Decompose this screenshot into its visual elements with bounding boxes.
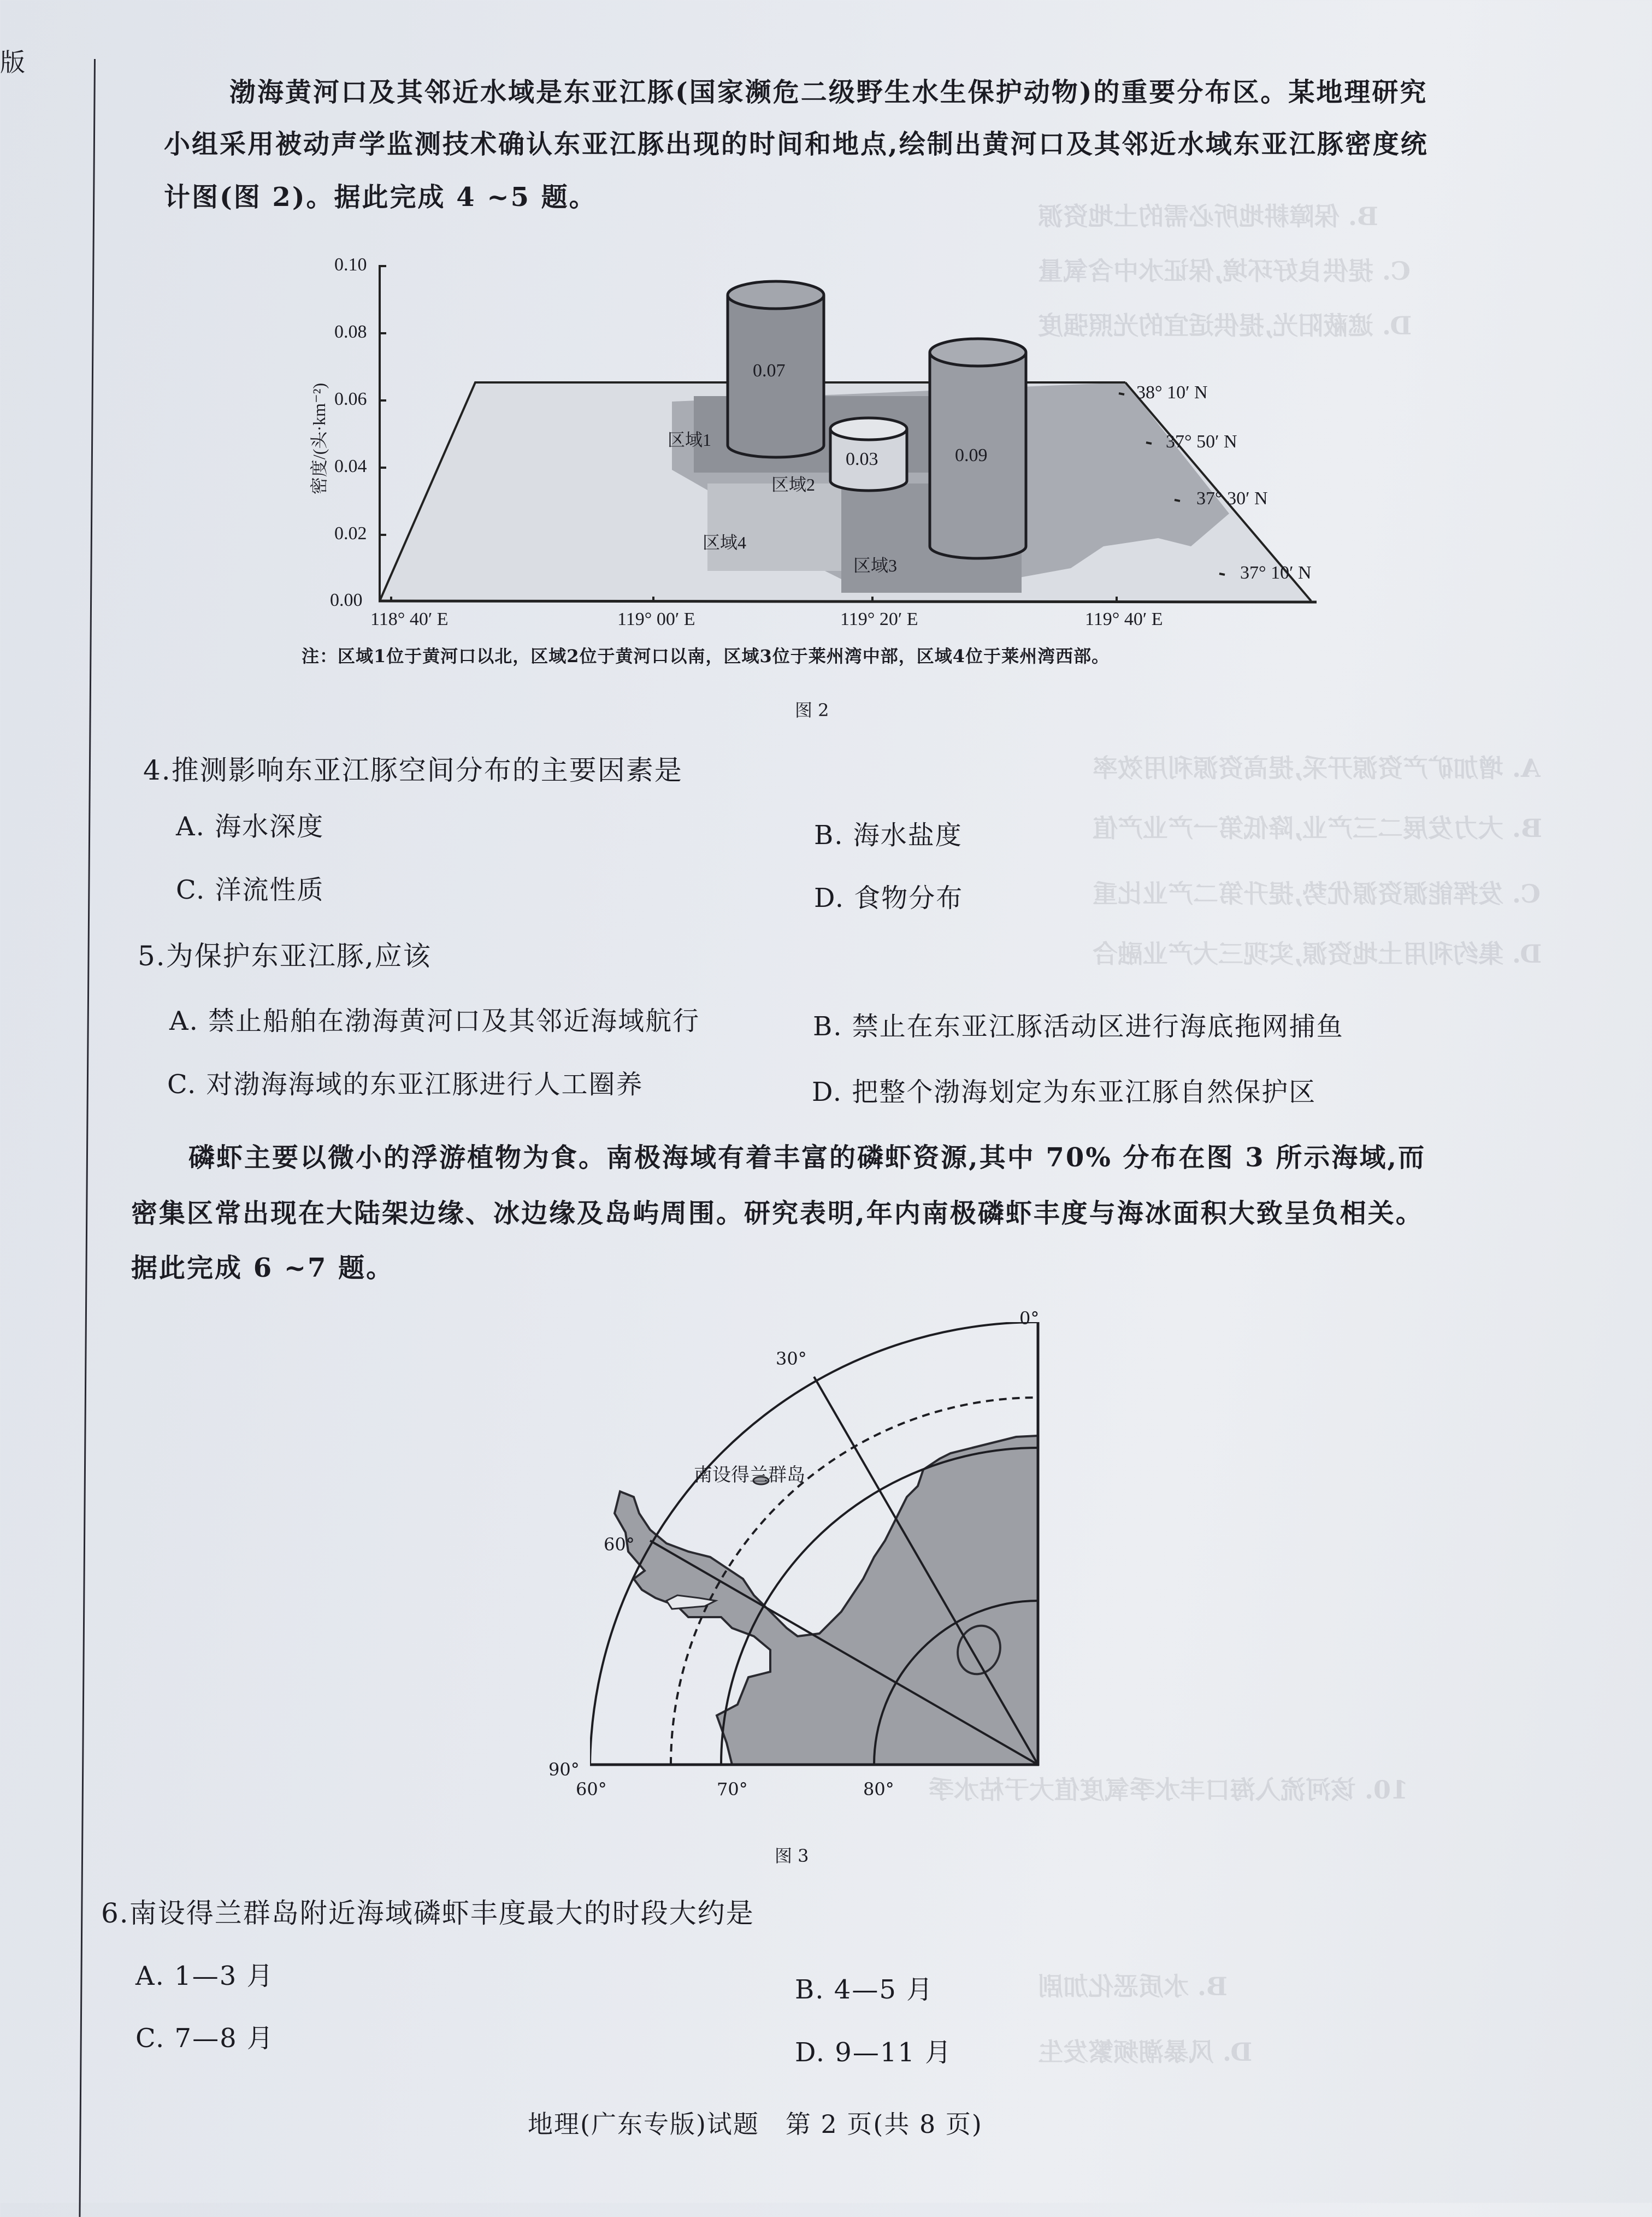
south-shetland-label: 南设得兰群岛 (694, 1464, 805, 1486)
region-label-3: 区域3 (853, 556, 898, 575)
passage-1-line-3: 计图(图 2)。据此完成 4 ~5 题。 (164, 182, 597, 213)
question-5-option-c[interactable]: C. 对渤海海域的东亚江豚进行人工圈养 (167, 1069, 644, 1100)
x-tick: 119° 40′ E (1085, 609, 1163, 629)
question-6-stem: 6.南设得兰群岛附近海域磷虾丰度最大的时段大约是 (101, 1897, 754, 1929)
figure-2-chart (0, 0, 1652, 738)
question-4-option-b[interactable]: B. 海水盐度 (814, 820, 963, 851)
question-5-option-b[interactable]: B. 禁止在东亚江豚活动区进行海底拖网捕鱼 (813, 1011, 1344, 1042)
y-tick: 0.08 (334, 322, 367, 342)
lon-label-30: 30° (776, 1348, 807, 1369)
value-label-region-2: 0.03 (846, 449, 878, 469)
y-tick: 0.10 (334, 255, 367, 275)
value-label-region-1: 0.07 (753, 361, 786, 381)
lat-tick: 37° 50′ N (1166, 432, 1237, 452)
question-5-option-a[interactable]: A. 禁止船舶在渤海黄河口及其邻近海域航行 (169, 1006, 700, 1036)
lat-tick: 37° 10′ N (1240, 563, 1312, 583)
lat-label-80: 80° (863, 1779, 894, 1800)
region-label-4: 区域4 (703, 533, 747, 552)
lat-label-60: 60° (576, 1779, 607, 1800)
question-6-option-b[interactable]: B. 4—5 月 (795, 1974, 934, 2005)
question-4-option-d[interactable]: D. 食物分布 (814, 883, 964, 913)
figure-2-caption: 图 2 (795, 700, 829, 721)
y-tick: 0.04 (334, 456, 367, 476)
value-label-region-3: 0.09 (955, 445, 988, 465)
lon-label-60: 60° (604, 1534, 635, 1555)
density-chart-svg (0, 0, 1652, 738)
y-tick: 0.00 (330, 590, 363, 610)
antarctic-map-svg (590, 1322, 1071, 1825)
question-6-option-c[interactable]: C. 7—8 月 (135, 2023, 274, 2054)
question-6-option-a[interactable]: A. 1—3 月 (135, 1961, 274, 1991)
lat-tick: 37° 30′ N (1196, 488, 1268, 509)
passage-2-line-2: 密集区常出现在大陆架边缘、冰边缘及岛屿周围。研究表明,年内南极磷虾丰度与海冰面积大致呈负相关。 (131, 1198, 1424, 1229)
passage-1-line-1: 渤海黄河口及其邻近水域是东亚江豚(国家濒危二级野生水生保护动物)的重要分布区。某地理研究 (229, 77, 1428, 108)
question-4-option-c[interactable]: C. 洋流性质 (176, 875, 324, 905)
figure-3-caption: 图 3 (775, 1845, 809, 1866)
figure-2-note: 注：区域1位于黄河口以北，区域2位于黄河口以南，区域3位于莱州湾中部，区域4位于莱州湾西部。 (302, 646, 1110, 667)
y-axis-title: 密度/(头·km⁻²) (309, 382, 329, 495)
page-footer: 地理(广东专版)试题 第 2 页(共 8 页) (528, 2109, 983, 2139)
question-4-stem: 4.推测影响东亚江豚空间分布的主要因素是 (143, 754, 683, 786)
question-6-option-d[interactable]: D. 9—11 月 (795, 2037, 953, 2068)
x-tick: 119° 00′ E (617, 609, 695, 629)
page-edge-text: 版 (0, 48, 25, 77)
y-tick: 0.06 (334, 389, 367, 409)
lon-label-90: 90° (548, 1759, 580, 1780)
question-4-option-a[interactable]: A. 海水深度 (176, 811, 324, 842)
figure-3-map (548, 1308, 1071, 1825)
question-5-stem: 5.为保护东亚江豚,应该 (138, 940, 432, 972)
region-label-1: 区域1 (668, 430, 712, 450)
lat-tick: 38° 10′ N (1136, 382, 1208, 403)
passage-2-line-1: 磷虾主要以微小的浮游植物为食。南极海域有着丰富的磷虾资源,其中 70% 分布在图 3 所示海域,而 (188, 1142, 1426, 1173)
region-label-2: 区域2 (771, 475, 816, 494)
passage-1-line-2: 小组采用被动声学监测技术确认东亚江豚出现的时间和地点,绘制出黄河口及其邻近水域东亚江豚密度统 (164, 129, 1429, 160)
x-tick: 119° 20′ E (840, 609, 918, 629)
question-5-option-d[interactable]: D. 把整个渤海划定为东亚江豚自然保护区 (812, 1077, 1317, 1107)
lat-label-70: 70° (717, 1779, 748, 1800)
x-tick: 118° 40′ E (370, 609, 449, 629)
lon-label-0: 0° (1019, 1308, 1040, 1329)
passage-2-line-3: 据此完成 6 ~7 题。 (131, 1253, 394, 1283)
y-tick: 0.02 (334, 523, 367, 544)
